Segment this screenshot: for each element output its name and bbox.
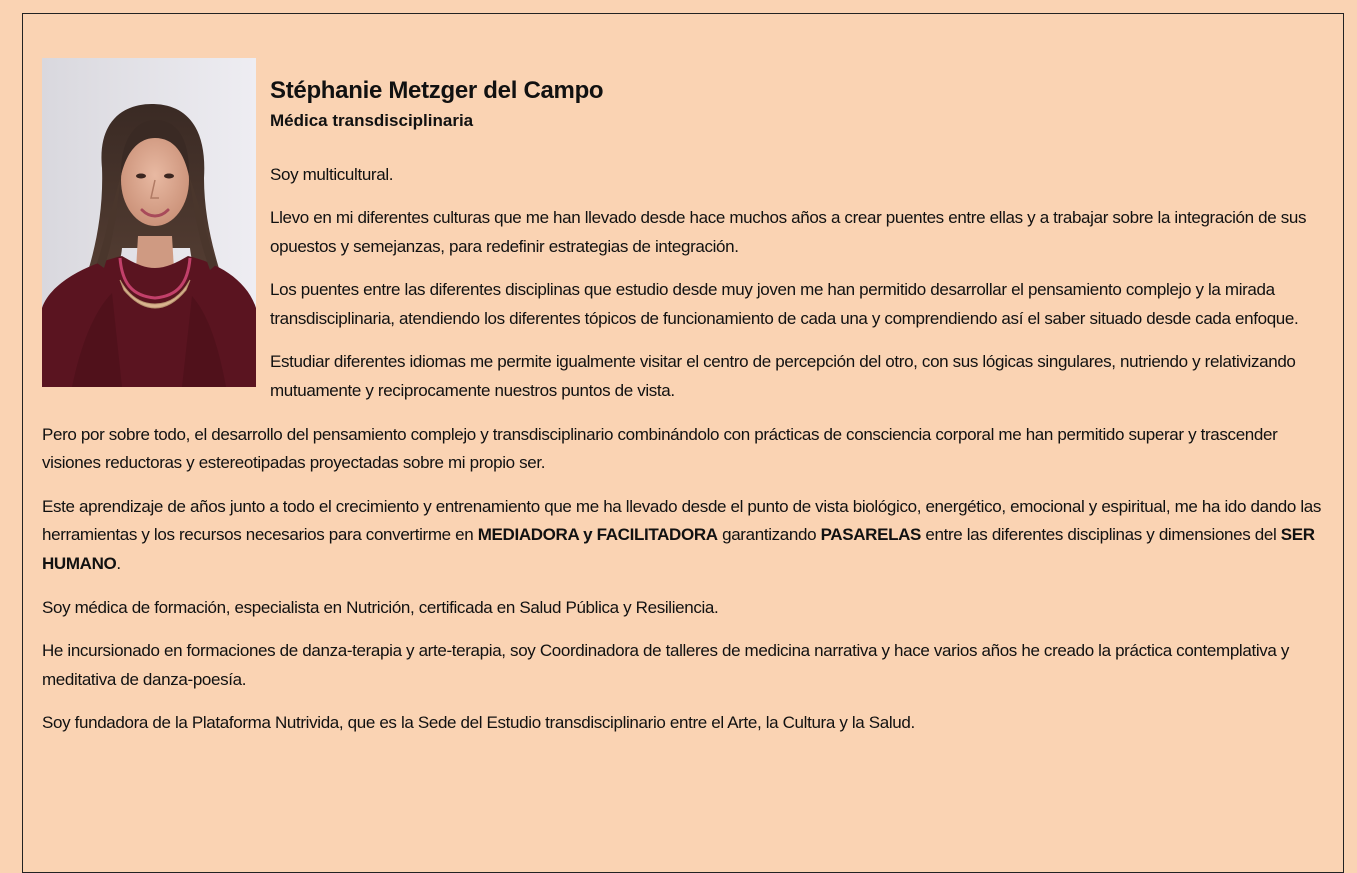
bio-paragraph-1: Soy multicultural. bbox=[270, 165, 394, 184]
bio-p6-text-1: Este aprendizaje de años junto a todo el crecimiento y entrenamiento que me ha llevado desde el punto de vista biológico, energético, emocional y espiritual, me ha ido dando las herramientas y los recursos necesarios para convertirme en bbox=[42, 496, 1322, 545]
profile-role: Médica transdisciplinaria bbox=[270, 111, 474, 130]
bio-paragraph-5: Pero por sobre todo, el desarrollo del pensamiento complejo y transdisciplinario combinándolo con prácticas de consciencia corporal me han permitido superar y trascender visiones reductoras y estereotipadas proyectadas sobre mi propio ser. bbox=[42, 424, 1278, 473]
bio-p6-bold-mediadora: MEDIADORA y FACILITADORA bbox=[477, 525, 718, 545]
bio-paragraph-6 bbox=[42, 493, 1332, 579]
bio-p6-text-3: entre las diferentes disciplinas y dimensiones del bbox=[921, 525, 1281, 545]
bio-p6-bold-pasarelas: PASARELAS bbox=[820, 525, 922, 545]
profile-name: Stéphanie Metzger del Campo bbox=[270, 77, 604, 104]
portrait-photo bbox=[42, 58, 256, 387]
bio-paragraph-4: Estudiar diferentes idiomas me permite igualmente visitar el centro de percepción del otro, con sus lógicas singulares, nutriendo y relativizando mutuamente y reciprocamente nuestros puntos de vista. bbox=[270, 352, 1296, 401]
bio-p6-text-4: . bbox=[116, 554, 121, 574]
bio-paragraph-9: Soy fundadora de la Plataforma Nutrivida, que es la Sede del Estudio transdisciplinario entre el Arte, la Cultura y la Salud. bbox=[42, 712, 915, 732]
bio-paragraph-8: He incursionado en formaciones de danza-terapia y arte-terapia, soy Coordinadora de talleres de medicina narrativa y hace varios años he creado la práctica contemplativa y meditativa de danza-poesía. bbox=[42, 640, 1290, 689]
bio-paragraph-2: Llevo en mi diferentes culturas que me han llevado desde hace muchos años a crear puentes entre ellas y a trabajar sobre la integración de sus opuestos y semejanzas, para redefinir estrategias de integración. bbox=[270, 208, 1307, 257]
bio-paragraph-7: Soy médica de formación, especialista en Nutrición, certificada en Salud Pública y Resiliencia. bbox=[42, 597, 719, 617]
bio-paragraph-3: Los puentes entre las diferentes disciplinas que estudio desde muy joven me han permitido desarrollar el pensamiento complejo y la mirada transdisciplinaria, atendiendo los diferentes tópicos de funcionamiento de cada una y comprendiendo así el saber situado desde cada enfoque. bbox=[270, 280, 1299, 329]
profile-content bbox=[42, 58, 1332, 752]
bio-p6-text-2: garantizando bbox=[717, 525, 821, 545]
bio-p6-bold-ser-humano: SER HUMANO bbox=[42, 525, 1315, 574]
